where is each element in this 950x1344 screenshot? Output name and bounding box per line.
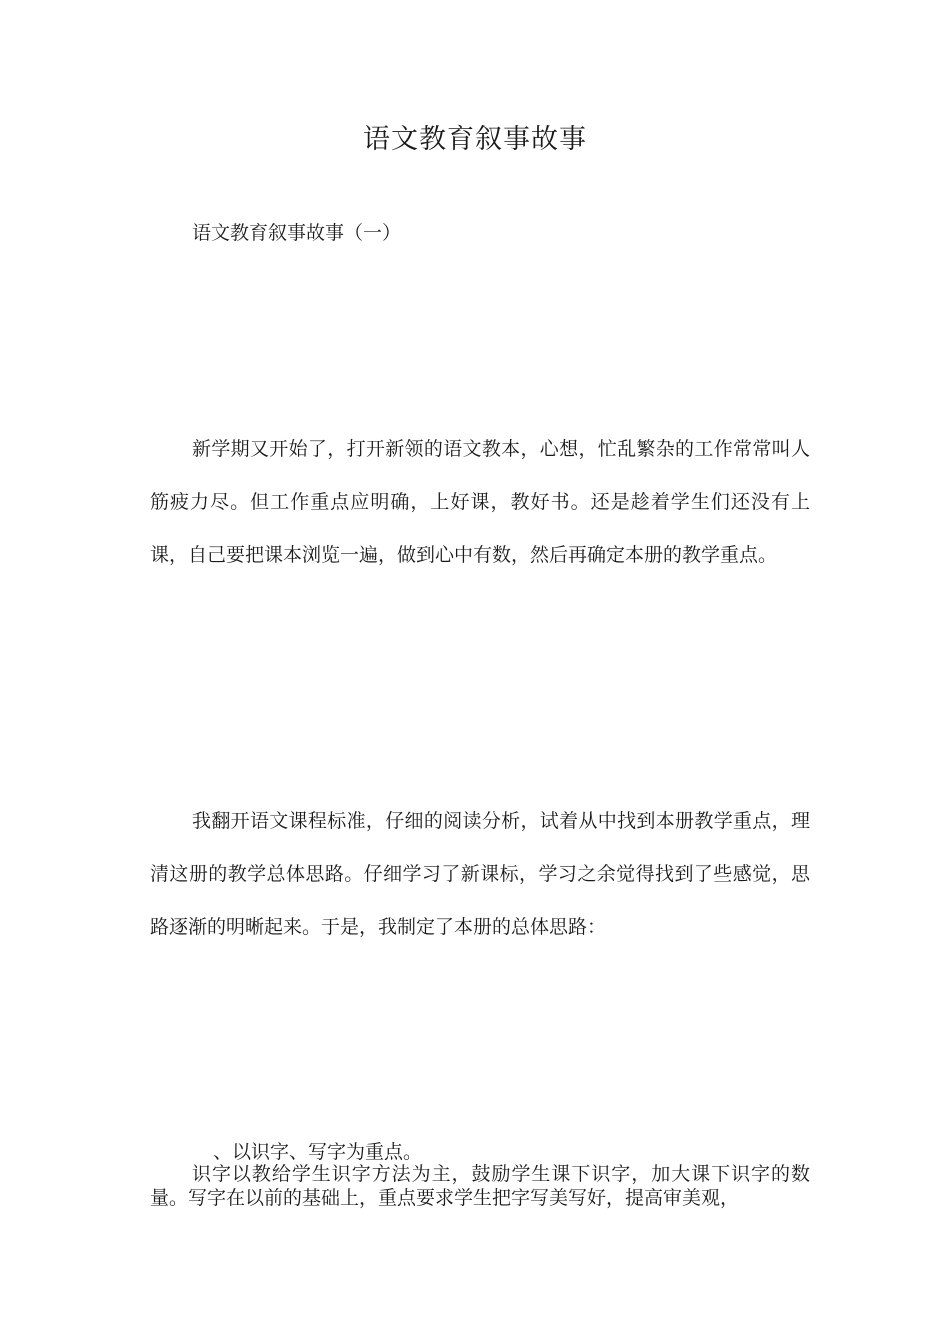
document-title: 语文教育叙事故事 [363, 124, 587, 155]
paragraph-2: 我翻开语文课程标准，仔细的阅读分析，试着从中找到本册教学重点，理清这册的教学总体思路。仔细学习了新课标，学习之余觉得找到了些感觉，思路逐渐的明晰起来。于是，我制定了本册的总体思路： [150, 810, 810, 938]
list-item-heading: 、以识字、写字为重点。 [213, 1141, 423, 1163]
paragraph-1: 新学期又开始了，打开新领的语文教本，心想，忙乱繁杂的工作常常叫人筋疲力尽。但工作重点应明确，上好课，教好书。还是趁着学生们还没有上课，自己要把课本浏览一遍，做到心中有数，然后再确定本册的教学重点。 [150, 438, 810, 566]
document-subtitle: 语文教育叙事故事（一） [192, 222, 402, 244]
paragraph-3: 识字以教给学生识字方法为主，鼓励学生课下识字，加大课下识字的数量。写字在以前的基础上，重点要求学生把字写美写好，提高审美观， [150, 1163, 810, 1209]
